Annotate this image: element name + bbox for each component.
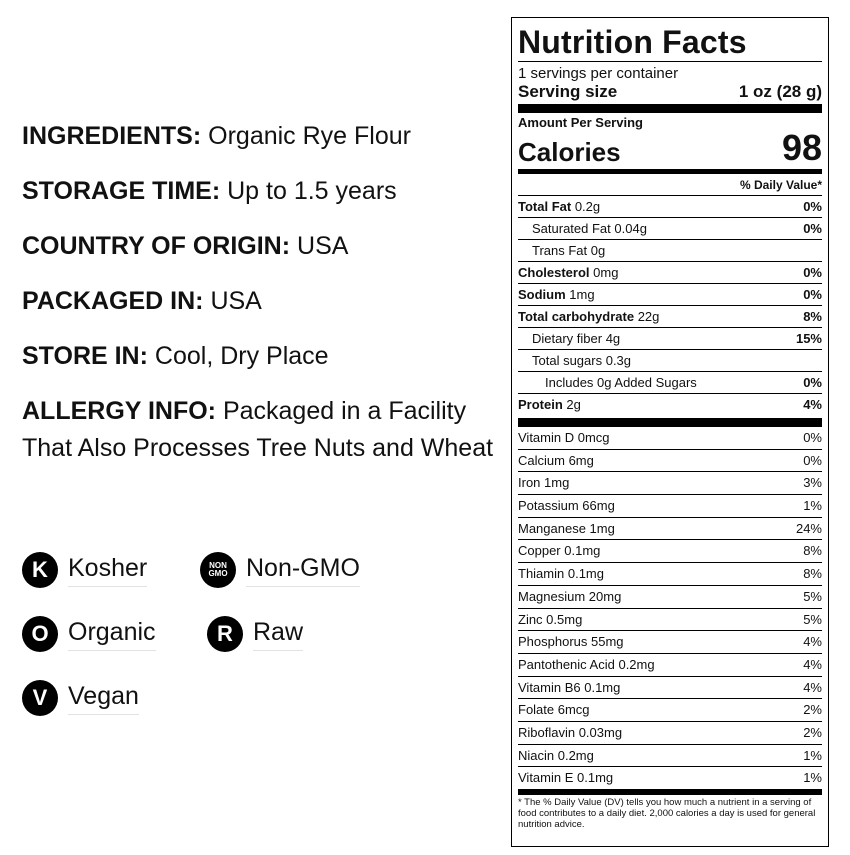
vitamin-row: Iron 1mg 3% [518,472,822,495]
badge-label: Kosher [68,554,147,587]
nutrient-row-total-carbohydrate: Total carbohydrate 22g 8% [518,306,822,328]
vitamin-row: Thiamin 0.1mg 8% [518,563,822,586]
badge-vegan[interactable] [22,680,139,716]
badge-label: Raw [253,618,303,651]
badge-label: Non-GMO [246,554,360,587]
nutrient-row-total-fat: Total Fat 0.2g 0% [518,196,822,218]
servings-per-container: 1 servings per container [518,65,679,82]
raw-icon: R [207,616,243,652]
nutrient-row-trans-fat: Trans Fat 0g [518,240,822,262]
vitamin-row: Pantothenic Acid 0.2mg 4% [518,654,822,677]
vitamin-row: Zinc 0.5mg 5% [518,609,822,632]
calories-row: Calories 98 [518,127,822,168]
country-of-origin-line: COUNTRY OF ORIGIN: USA [22,232,349,260]
organic-icon: O [22,616,58,652]
vegan-icon: V [22,680,58,716]
vitamin-row: Phosphorus 55mg 4% [518,631,822,654]
vitamin-row: Vitamin E 0.1mg 1% [518,767,822,790]
badge-kosher[interactable] [22,552,147,588]
divider-thick [518,418,822,427]
vitamin-row: Copper 0.1mg 8% [518,540,822,563]
vitamin-row: Calcium 6mg 0% [518,450,822,473]
amount-per-serving: Amount Per Serving [518,115,643,130]
store-in-line: STORE IN: Cool, Dry Place [22,342,329,370]
packaged-in-line: PACKAGED IN: USA [22,287,262,315]
storage-time-line: STORAGE TIME: Up to 1.5 years [22,177,397,205]
daily-value-footnote: * The % Daily Value (DV) tells you how much a nutrient in a serving of food contributes to a daily diet. 2,000 calories a day is used for general nutrition advice. [518,797,816,830]
nutrient-row-dietary-fiber: Dietary fiber 4g 15% [518,328,822,350]
ingredients-line: INGREDIENTS: Organic Rye Flour [22,122,411,150]
kosher-icon: K [22,552,58,588]
badge-label: Vegan [68,682,139,715]
nutrient-row-saturated-fat: Saturated Fat 0.04g 0% [518,218,822,240]
vitamin-row: Magnesium 20mg 5% [518,586,822,609]
badge-raw[interactable] [207,616,303,652]
vitamin-row: Vitamin D 0mcg 0% [518,427,822,450]
serving-size-row: Serving size 1 oz (28 g) [518,82,822,101]
vitamin-row: Niacin 0.2mg 1% [518,745,822,768]
vitamin-row: Folate 6mcg 2% [518,699,822,722]
badge-non-gmo[interactable] [200,552,360,588]
divider-thick [518,104,822,113]
badge-organic[interactable] [22,616,156,652]
divider-medium [518,790,822,795]
nutrient-row-sodium: Sodium 1mg 0% [518,284,822,306]
nutrient-row-protein: Protein 2g 4% [518,397,822,412]
divider-medium [518,169,822,174]
non-gmo-icon: NON GMO [200,552,236,588]
vitamin-row: Manganese 1mg 24% [518,518,822,541]
nutrition-facts-panel [511,17,829,847]
nutrient-row-added-sugars: Includes 0g Added Sugars 0% [518,372,822,394]
vitamin-row: Potassium 66mg 1% [518,495,822,518]
vitamin-row: Vitamin B6 0.1mg 4% [518,677,822,700]
allergy-info-line: ALLERGY INFO: Packaged in a Facility That Also Processes Tree Nuts and Wheat [22,397,494,462]
nutrient-row-cholesterol: Cholesterol 0mg 0% [518,262,822,284]
nutrient-row-total-sugars: Total sugars 0.3g [518,350,822,372]
nutrition-facts-title: Nutrition Facts [518,24,822,62]
vitamin-row: Riboflavin 0.03mg 2% [518,722,822,745]
daily-value-header: % Daily Value* [518,177,822,196]
badge-label: Organic [68,618,156,651]
product-info [22,118,497,467]
